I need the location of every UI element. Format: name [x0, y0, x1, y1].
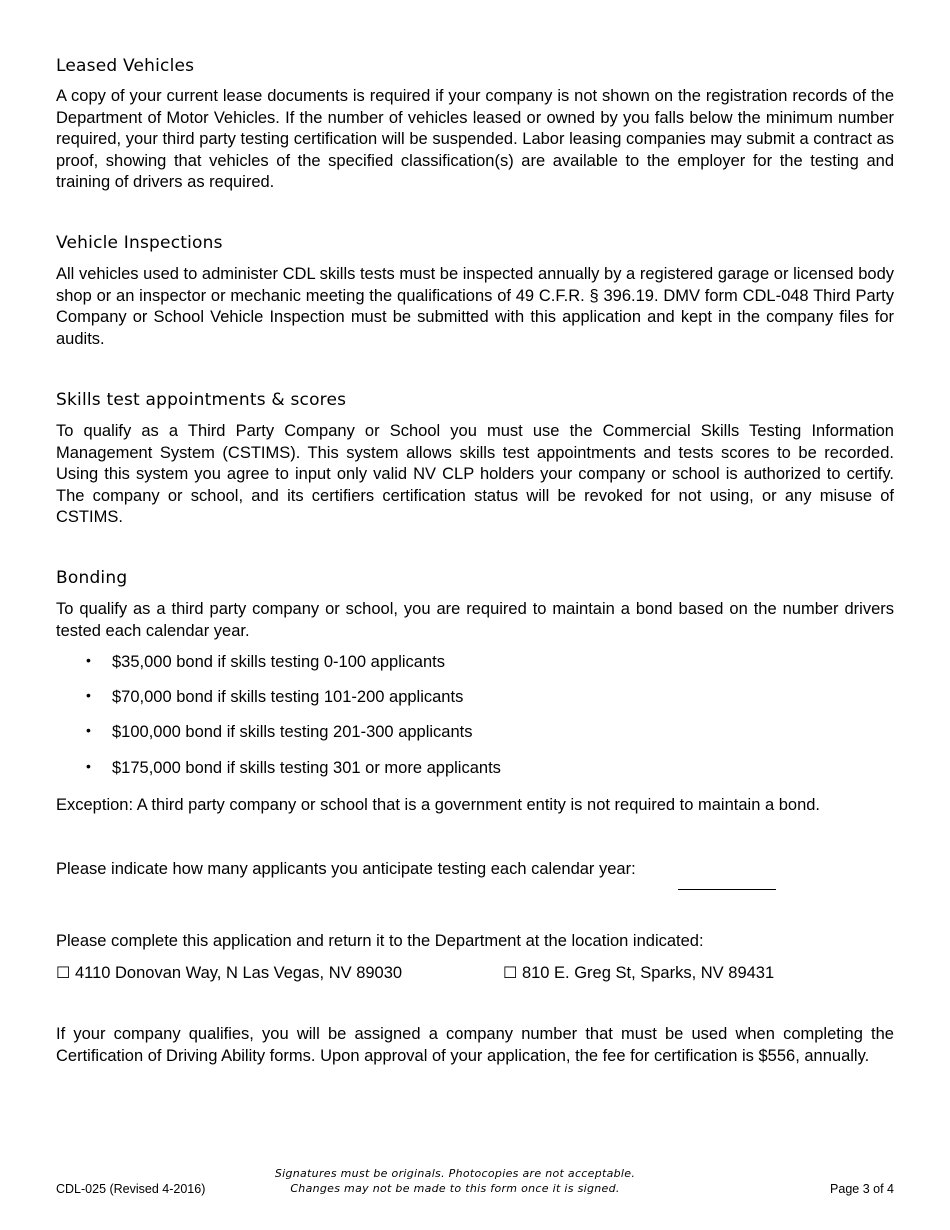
signature-notice-line: Changes may not be made to this form once it is signed. — [290, 1182, 620, 1195]
anticipated-applicants-field[interactable] — [678, 889, 776, 890]
bonding-text: To qualify as a third party company or school, you are required to maintain a bond based on the number drivers tested each calendar year. — [56, 600, 894, 640]
vehicle-inspections-heading: Vehicle Inspections — [56, 233, 223, 253]
vehicle-inspections-text: All vehicles used to administer CDL skills tests must be inspected annually by a registered garage or licensed body shop or an inspector or mechanic meeting the qualifications of 49 C.F.R. § 396.19. DMV form CDL-048 Third Party Company or School Vehicle Inspection must be submitted with this application and kept in the company files for audits. — [56, 265, 894, 348]
checkbox-icon[interactable]: ☐ — [56, 963, 71, 982]
bullet-icon: • — [86, 722, 91, 738]
bond-tier-text: $70,000 bond if skills testing 101-200 applicants — [112, 688, 464, 706]
leased-vehicles-text: A copy of your current lease documents is required if your company is not shown on the registration records of the Department of Motor Vehicles. If the number of vehicles leased or owned by you falls below the minimum number required, your third party testing certification will be suspended. Labor leasing companies may submit a contract as proof, showing that vehicles of the specified classification(s) are available to the employer for the testing and training of drivers as required. — [56, 87, 894, 191]
bonding-heading: Bonding — [56, 568, 128, 588]
form-id: CDL-025 (Revised 4-2016) — [56, 1182, 206, 1196]
bullet-icon: • — [86, 687, 91, 703]
bond-tier-text: $35,000 bond if skills testing 0-100 applicants — [112, 653, 445, 671]
bullet-icon: • — [86, 652, 91, 668]
skills-test-heading: Skills test appointments & scores — [56, 390, 347, 410]
company-number-text: If your company qualifies, you will be assigned a company number that must be used when completing the Certification of Driving Ability forms. Upon approval of your application, the fee for certification is $556, annually. — [56, 1025, 894, 1065]
bond-tier-text: $175,000 bond if skills testing 301 or more applicants — [112, 759, 501, 777]
checkbox-icon[interactable]: ☐ — [503, 963, 518, 982]
leased-vehicles-heading: Leased Vehicles — [56, 56, 195, 76]
skills-test-text: To qualify as a Third Party Company or School you must use the Commercial Skills Testing Information Management System (CSTIMS). This system allows skills test appointments and tests scores to be recorded. Using this system you agree to input only valid NV CLP holders your company or school is authorized to certify. The company or school, and its certifiers certification status will be revoked for not using, or any misuse of CSTIMS. — [56, 422, 894, 526]
bullet-icon: • — [86, 758, 91, 774]
location-option-las-vegas[interactable] — [56, 963, 402, 983]
return-instructions: Please complete this application and return it to the Department at the location indicated: — [56, 932, 704, 950]
bond-exception-text: Exception: A third party company or school that is a government entity is not required to maintain a bond. — [56, 796, 821, 814]
anticipate-question: Please indicate how many applicants you anticipate testing each calendar year: — [56, 860, 636, 878]
location-address: 810 E. Greg St, Sparks, NV 89431 — [521, 964, 775, 982]
location-option-sparks[interactable] — [503, 963, 774, 983]
location-address: 4110 Donovan Way, N Las Vegas, NV 89030 — [74, 964, 403, 982]
page-number: Page 3 of 4 — [830, 1182, 894, 1196]
signature-notice-line: Signatures must be originals. Photocopies are not acceptable. — [274, 1167, 636, 1180]
bond-tier-text: $100,000 bond if skills testing 201-300 applicants — [112, 723, 473, 741]
signature-notice — [225, 1166, 685, 1196]
